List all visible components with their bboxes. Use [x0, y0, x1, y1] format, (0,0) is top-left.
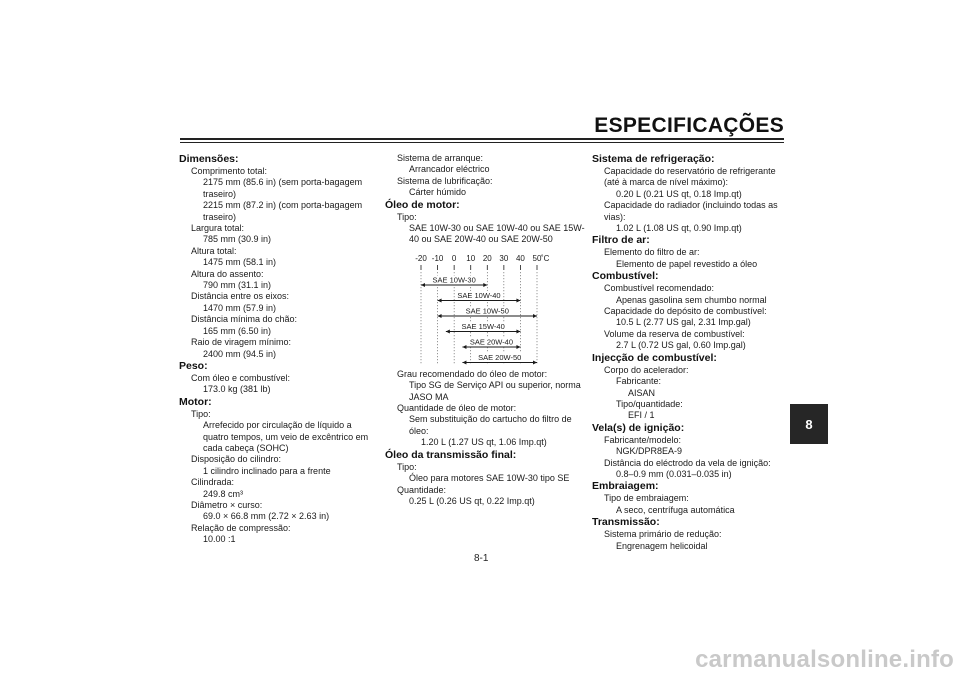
spec-column-3 — [592, 153, 787, 552]
tick-label: 20 — [482, 253, 492, 263]
spec-line: Arrancador eléctrico — [409, 164, 490, 175]
spec-line: Óleo para motores SAE 10W-30 tipo SE — [409, 473, 570, 484]
spec-line: 10.00 :1 — [203, 534, 236, 545]
spec-column-1 — [179, 153, 379, 546]
range-arrow-left — [446, 329, 450, 333]
spec-line: Capacidade do depósito de combustível: — [604, 306, 767, 317]
spec-line: Relação de compressão: — [191, 522, 291, 533]
spec-line: Elemento de papel revestido a óleo — [616, 258, 758, 269]
bar-label: SAE 15W-40 — [461, 321, 505, 331]
tick-label: 30 — [499, 253, 509, 263]
page-title: ESPECIFICAÇÕES — [594, 114, 784, 137]
range-arrow-right — [533, 360, 537, 364]
range-arrow-left — [462, 360, 466, 364]
section-heading: Motor: — [179, 395, 212, 408]
spec-line: Raio de viragem mínimo: — [191, 337, 292, 348]
section-heading: Peso: — [179, 359, 208, 372]
spec-line: EFI / 1 — [628, 410, 655, 421]
range-arrow-left — [438, 314, 442, 318]
section-heading: Dimensões: — [179, 153, 239, 165]
range-arrow-right — [516, 329, 520, 333]
section-heading: Filtro de ar: — [592, 234, 650, 247]
spec-line: A seco, centrífuga automática — [616, 504, 735, 515]
spec-line: NGK/DPR8EA-9 — [616, 446, 683, 457]
spec-line: 1.20 L (1.27 US qt, 1.06 Imp.qt) — [421, 437, 547, 448]
spec-line: 785 mm (30.9 in) — [203, 234, 272, 245]
spec-line: Tipo SG de Serviço API ou superior, norma JASO MA — [409, 380, 581, 402]
spec-line: Distância do eléctrodo da vela de ignição: — [604, 457, 771, 468]
spec-line: Arrefecido por circulação de líquido a quatro tempos, um veio de excêntrico em cada cabeça (SOHC) — [203, 420, 369, 453]
spec-line: 1 cilindro inclinado para a frente — [203, 465, 331, 476]
spec-column-2-bottom — [385, 369, 585, 507]
spec-line: Fabricante/modelo: — [604, 434, 682, 445]
section-heading: Sistema de refrigeração: — [592, 153, 715, 165]
spec-line: Altura do assento: — [191, 268, 264, 279]
bar-label: SAE 20W-50 — [478, 352, 522, 362]
tick-label: -10 — [431, 253, 444, 263]
tick-label: 10 — [466, 253, 476, 263]
spec-line: Tipo: — [397, 461, 417, 472]
spec-line: 165 mm (6.50 in) — [203, 325, 272, 336]
spec-line: AISAN — [628, 387, 656, 398]
spec-line: Quantidade de óleo de motor: — [397, 403, 517, 414]
section-heading: Óleo da transmissão final: — [385, 448, 517, 461]
spec-line: Tipo: — [191, 408, 211, 419]
spec-line: 1475 mm (58.1 in) — [203, 257, 277, 268]
spec-line: Disposição do cilindro: — [191, 454, 282, 465]
spec-line: Tipo de embraiagem: — [604, 493, 689, 504]
section-heading: Óleo de motor: — [385, 198, 460, 211]
range-arrow-right — [516, 345, 520, 349]
spec-line: Capacidade do radiador (incluindo todas as vias): — [604, 200, 778, 222]
watermark: carmanualsonline.info — [695, 646, 954, 673]
spec-line: 0.20 L (0.21 US qt, 0.18 Imp.qt) — [616, 188, 742, 199]
header-rule-thin — [180, 142, 784, 143]
spec-line: 1.02 L (1.08 US qt, 0.90 Imp.qt) — [616, 223, 742, 234]
spec-line: Sem substituição do cartucho do filtro de óleo: — [409, 414, 572, 436]
chapter-tab: 8 — [790, 404, 828, 444]
section-heading: Embraiagem: — [592, 480, 659, 493]
spec-line: Sistema de lubrificação: — [397, 175, 493, 186]
spec-line: Sistema primário de redução: — [604, 529, 722, 540]
spec-line: Engrenagem helicoidal — [616, 540, 708, 551]
spec-line: Largura total: — [191, 223, 245, 234]
spec-line: Cárter húmido — [409, 187, 467, 198]
spec-column-2-top — [385, 153, 585, 246]
spec-line: Capacidade do reservatório de refrigerante (até à marca de nível máximo): — [604, 166, 776, 188]
spec-line: Corpo do acelerador: — [604, 364, 689, 375]
section-heading: Transmissão: — [592, 516, 660, 529]
spec-line: Quantidade: — [397, 484, 447, 495]
spec-line: Altura total: — [191, 245, 237, 256]
bar-label: SAE 10W-50 — [465, 306, 509, 316]
spec-line: Combustível recomendado: — [604, 283, 715, 294]
spec-line: 173.0 kg (381 lb) — [203, 384, 271, 395]
range-arrow-right — [483, 283, 487, 287]
range-arrow-left — [421, 283, 425, 287]
spec-line: Fabricante: — [616, 376, 662, 387]
spec-line: 69.0 × 66.8 mm (2.72 × 2.63 in) — [203, 511, 330, 522]
spec-line: Distância entre os eixos: — [191, 291, 290, 302]
header-rule — [180, 138, 784, 140]
spec-line: Comprimento total: — [191, 166, 268, 176]
section-heading: Injecção de combustível: — [592, 351, 717, 364]
spec-line: Cilindrada: — [191, 477, 235, 488]
bar-label: SAE 10W-30 — [432, 275, 476, 285]
tick-label: 50 — [532, 253, 542, 263]
spec-line: 0.8–0.9 mm (0.031–0.035 in) — [616, 468, 732, 479]
spec-line: 2215 mm (87.2 in) (com porta-bagagem traseiro) — [203, 200, 363, 222]
spec-line: Tipo/quantidade: — [616, 398, 683, 409]
range-arrow-left — [438, 298, 442, 302]
spec-line: SAE 10W-30 ou SAE 10W-40 ou SAE 15W-40 ou SAE 20W-40 ou SAE 20W-50 — [409, 223, 585, 245]
spec-line: 0.25 L (0.26 US qt, 0.22 Imp.qt) — [409, 495, 535, 506]
spec-line: 790 mm (31.1 in) — [203, 280, 272, 291]
tick-label: 0 — [451, 253, 457, 263]
spec-line: Volume da reserva de combustível: — [604, 328, 745, 339]
spec-line: 10.5 L (2.77 US gal, 2.31 Imp.gal) — [616, 317, 751, 328]
range-arrow-right — [516, 298, 520, 302]
spec-line: 1470 mm (57.9 in) — [203, 302, 277, 313]
spec-line: Tipo: — [397, 211, 417, 222]
bar-label: SAE 10W-40 — [457, 290, 501, 300]
page-number: 8-1 — [474, 553, 489, 564]
oil-viscosity-chart — [385, 248, 575, 366]
section-heading: Combustível: — [592, 270, 659, 283]
tick-label: -20 — [415, 253, 427, 263]
spec-line: Diâmetro × curso: — [191, 499, 263, 510]
spec-line: Com óleo e combustível: — [191, 372, 291, 383]
spec-line: Distância mínima do chão: — [191, 314, 298, 325]
tick-label: 40 — [515, 253, 525, 263]
spec-line: Sistema de arranque: — [397, 153, 484, 163]
range-arrow-right — [533, 314, 537, 318]
spec-line: 2175 mm (85.6 in) (sem porta-bagagem traseiro) — [203, 177, 363, 199]
unit-label: ˚C — [541, 253, 550, 263]
bar-label: SAE 20W-40 — [469, 337, 514, 347]
range-arrow-left — [462, 345, 466, 349]
spec-line: Grau recomendado do óleo de motor: — [397, 368, 548, 379]
spec-column-2 — [385, 153, 585, 507]
spec-line: 2.7 L (0.72 US gal, 0.60 Imp.gal) — [616, 340, 746, 351]
spec-line: Elemento do filtro de ar: — [604, 247, 700, 258]
spec-line: 2400 mm (94.5 in) — [203, 348, 277, 359]
spec-line: 249.8 cm³ — [203, 488, 244, 499]
spec-line: Apenas gasolina sem chumbo normal — [616, 294, 767, 305]
section-heading: Vela(s) de ignição: — [592, 421, 685, 434]
